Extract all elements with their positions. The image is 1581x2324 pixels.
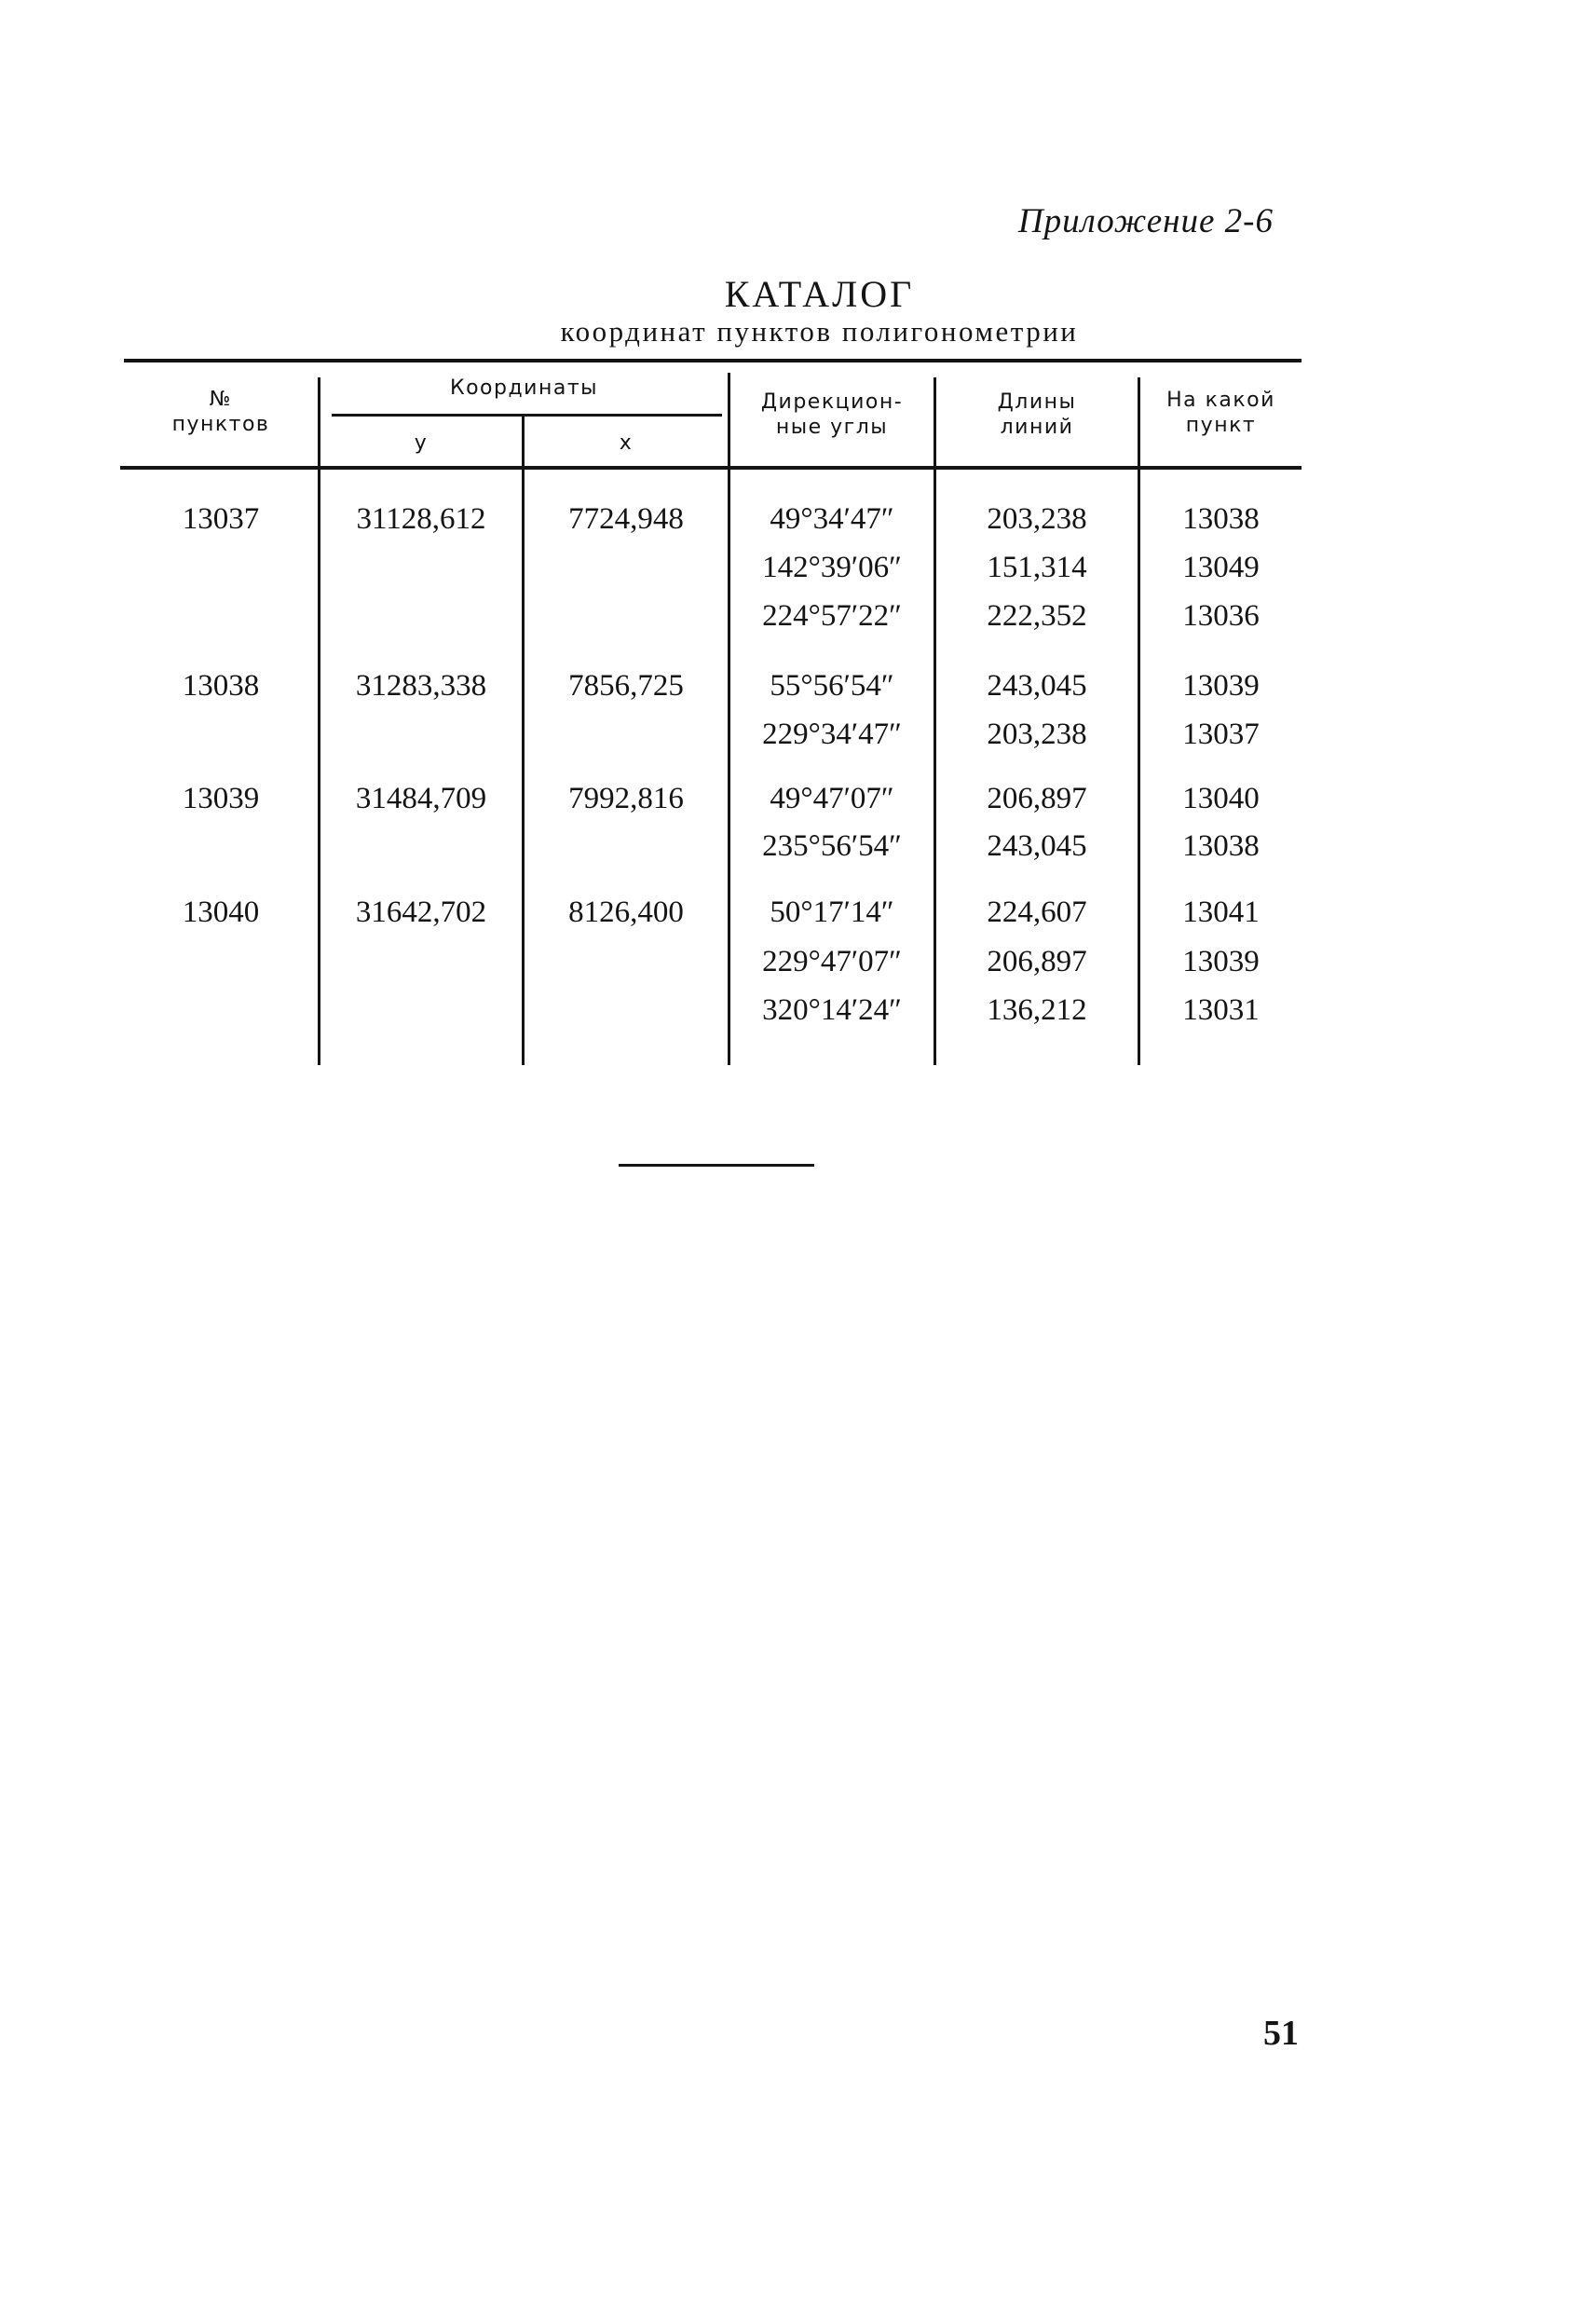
target-point: 13036: [1182, 599, 1260, 633]
header-x: х: [619, 431, 634, 455]
line-length: 222,352: [987, 599, 1087, 633]
point-number: 13039: [182, 782, 260, 815]
target-point: 13039: [1182, 945, 1260, 978]
coord-y: 31128,612: [356, 502, 486, 536]
point-number: 13037: [182, 502, 260, 536]
line-length: 243,045: [987, 669, 1087, 703]
catalog-title: КАТАЛОГ: [724, 273, 915, 315]
directional-angle: 142°39′06″: [762, 551, 902, 584]
closing-rule: [619, 1164, 814, 1167]
point-number: 13038: [182, 669, 260, 703]
coord-y: 31642,702: [355, 895, 487, 929]
column-divider: [318, 377, 320, 1065]
header-bottom-rule: [120, 466, 1302, 470]
directional-angle: 50°17′14″: [770, 895, 894, 929]
header-coordinates: Координаты: [449, 376, 599, 400]
target-point: 13038: [1182, 829, 1260, 863]
table-top-rule: [124, 359, 1302, 362]
target-point: 13038: [1182, 502, 1260, 536]
directional-angle: 49°47′07″: [770, 782, 894, 815]
directional-angle: 235°56′54″: [762, 829, 902, 863]
line-length: 224,607: [987, 895, 1087, 929]
target-point: 13040: [1182, 782, 1260, 815]
page-number: 51: [1263, 2014, 1299, 2053]
target-point: 13041: [1182, 895, 1260, 929]
target-point: 13049: [1182, 551, 1260, 584]
catalog-subtitle: координат пунктов полигонометрии: [560, 315, 1079, 348]
line-length: 206,897: [987, 782, 1087, 815]
directional-angle: 229°34′47″: [762, 718, 902, 751]
line-length: 206,897: [987, 945, 1087, 978]
header-to-point: На какой пункт: [1166, 389, 1275, 437]
appendix-label: Приложение 2-6: [1017, 202, 1274, 240]
header-point-no: № пунктов: [171, 388, 270, 436]
target-point: 13039: [1182, 669, 1260, 703]
directional-angle: 229°47′07″: [762, 945, 902, 978]
coord-x: 8126,400: [568, 895, 684, 929]
directional-angle: 55°56′54″: [770, 669, 894, 703]
directional-angle: 320°14′24″: [762, 993, 902, 1027]
target-point: 13037: [1182, 718, 1260, 751]
directional-angle: 224°57′22″: [762, 599, 902, 633]
line-length: 243,045: [987, 829, 1087, 863]
header-line-lengths: Длины линий: [997, 390, 1077, 439]
line-length: 136,212: [987, 993, 1087, 1027]
header-directional-angles: Дирекцион- ные углы: [760, 390, 904, 439]
coord-y: 31283,338: [355, 669, 487, 703]
line-length: 151,314: [987, 551, 1087, 584]
coord-x: 7992,816: [568, 782, 684, 815]
line-length: 203,238: [987, 502, 1087, 536]
point-number: 13040: [182, 895, 260, 929]
coord-x: 7724,948: [568, 502, 684, 536]
target-point: 13031: [1182, 993, 1260, 1027]
line-length: 203,238: [987, 718, 1087, 751]
header-y: у: [414, 431, 429, 455]
directional-angle: 49°34′47″: [770, 502, 894, 536]
coord-y: 31484,709: [355, 782, 487, 815]
coordinates-underline: [332, 414, 722, 417]
coord-x: 7856,725: [568, 669, 684, 703]
